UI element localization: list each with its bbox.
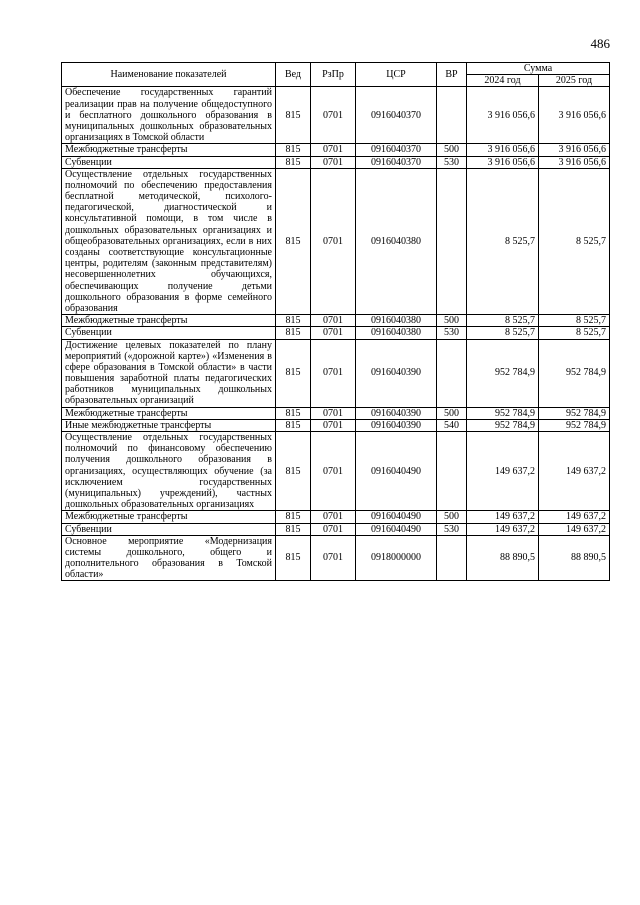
row-csr: 0916040370 xyxy=(356,156,437,168)
row-vr: 530 xyxy=(437,327,467,339)
table-row xyxy=(62,156,610,168)
header-year-2024: 2024 год xyxy=(467,75,539,87)
header-name: Наименование показателей xyxy=(62,63,276,87)
row-name: Межбюджетные трансферты xyxy=(62,511,276,523)
row-csr: 0916040490 xyxy=(356,523,437,535)
row-sum-2024: 88 890,5 xyxy=(467,535,539,581)
row-sum-2025: 952 784,9 xyxy=(539,407,610,419)
page-number: 486 xyxy=(590,36,610,51)
row-rzpr: 0701 xyxy=(311,144,356,156)
row-rzpr: 0701 xyxy=(311,407,356,419)
row-sum-2025: 149 637,2 xyxy=(539,523,610,535)
row-sum-2024: 3 916 056,6 xyxy=(467,156,539,168)
row-sum-2024: 149 637,2 xyxy=(467,511,539,523)
row-rzpr: 0701 xyxy=(311,535,356,581)
row-vr xyxy=(437,339,467,407)
row-sum-2025: 149 637,2 xyxy=(539,432,610,511)
table-row xyxy=(62,144,610,156)
table-row xyxy=(62,315,610,327)
row-ved: 815 xyxy=(276,511,311,523)
row-sum-2025: 3 916 056,6 xyxy=(539,144,610,156)
row-sum-2024: 8 525,7 xyxy=(467,327,539,339)
row-vr: 540 xyxy=(437,419,467,431)
row-ved: 815 xyxy=(276,144,311,156)
row-name: Обеспечение государственных гарантий реализации прав на получение общедоступного и бесплатного дошкольного образования в муниципальных дошкольных образовательных организациях в Томской области xyxy=(62,87,276,144)
row-sum-2024: 149 637,2 xyxy=(467,432,539,511)
budget-table xyxy=(61,62,610,581)
row-sum-2025: 952 784,9 xyxy=(539,419,610,431)
row-csr: 0916040390 xyxy=(356,419,437,431)
row-rzpr: 0701 xyxy=(311,168,356,314)
row-vr xyxy=(437,87,467,144)
table-row xyxy=(62,535,610,581)
row-vr xyxy=(437,432,467,511)
row-name: Межбюджетные трансферты xyxy=(62,144,276,156)
row-vr: 500 xyxy=(437,511,467,523)
row-sum-2025: 952 784,9 xyxy=(539,339,610,407)
table-row xyxy=(62,168,610,314)
row-csr: 0916040380 xyxy=(356,327,437,339)
row-csr: 0916040380 xyxy=(356,315,437,327)
row-name: Иные межбюджетные трансферты xyxy=(62,419,276,431)
row-name: Осуществление отдельных государственных полномочий по обеспечению предоставления бесплатной методической, психолого-педагогической, диагностической и консультативной помощи, в том числе в дошкольных образовательных организациях и общеобразовательных организациях, если в них созданы соответствующие консультационные центры, родителям (законным представителям) несовершеннолетних обучающихся, обеспечивающих получение детьми дошкольного образования в форме семейного образования xyxy=(62,168,276,314)
row-rzpr: 0701 xyxy=(311,432,356,511)
header-csr: ЦСР xyxy=(356,63,437,87)
row-name: Субвенции xyxy=(62,156,276,168)
row-ved: 815 xyxy=(276,535,311,581)
row-name: Субвенции xyxy=(62,327,276,339)
row-ved: 815 xyxy=(276,407,311,419)
row-rzpr: 0701 xyxy=(311,523,356,535)
row-ved: 815 xyxy=(276,432,311,511)
row-name: Достижение целевых показателей по плану мероприятий («дорожной карте») «Изменения в сфере образования в Томской области» в части повышения заработной платы педагогических работников муниципальных дошкольных образовательных организаций xyxy=(62,339,276,407)
table-row xyxy=(62,327,610,339)
row-csr: 0916040370 xyxy=(356,144,437,156)
row-rzpr: 0701 xyxy=(311,511,356,523)
row-vr: 500 xyxy=(437,315,467,327)
row-ved: 815 xyxy=(276,327,311,339)
table-row xyxy=(62,511,610,523)
row-rzpr: 0701 xyxy=(311,87,356,144)
row-sum-2024: 8 525,7 xyxy=(467,168,539,314)
table-row xyxy=(62,432,610,511)
header-ved: Вед xyxy=(276,63,311,87)
row-sum-2024: 149 637,2 xyxy=(467,523,539,535)
row-rzpr: 0701 xyxy=(311,156,356,168)
row-csr: 0916040370 xyxy=(356,87,437,144)
header-year-2025: 2025 год xyxy=(539,75,610,87)
table-row xyxy=(62,339,610,407)
row-sum-2024: 8 525,7 xyxy=(467,315,539,327)
table-row xyxy=(62,407,610,419)
row-ved: 815 xyxy=(276,339,311,407)
header-sum: Сумма xyxy=(467,63,610,75)
row-csr: 0916040490 xyxy=(356,432,437,511)
row-rzpr: 0701 xyxy=(311,327,356,339)
row-sum-2024: 3 916 056,6 xyxy=(467,144,539,156)
table-header xyxy=(62,63,610,87)
row-rzpr: 0701 xyxy=(311,339,356,407)
header-vr: ВР xyxy=(437,63,467,87)
row-ved: 815 xyxy=(276,315,311,327)
row-sum-2025: 8 525,7 xyxy=(539,315,610,327)
row-ved: 815 xyxy=(276,419,311,431)
row-name: Основное мероприятие «Модернизация системы дошкольного, общего и дополнительного образования в Томской области» xyxy=(62,535,276,581)
row-vr xyxy=(437,535,467,581)
header-rzpr: РзПр xyxy=(311,63,356,87)
row-csr: 0916040390 xyxy=(356,339,437,407)
row-ved: 815 xyxy=(276,156,311,168)
row-vr: 500 xyxy=(437,144,467,156)
row-name: Межбюджетные трансферты xyxy=(62,315,276,327)
row-name: Осуществление отдельных государственных полномочий по финансовому обеспечению получения дошкольного образования в организациях, осуществляющих обучение (за исключением государственных (муниципальных) учреждений), частных дошкольных образовательных организациях xyxy=(62,432,276,511)
row-vr: 530 xyxy=(437,156,467,168)
row-sum-2025: 3 916 056,6 xyxy=(539,87,610,144)
row-rzpr: 0701 xyxy=(311,315,356,327)
row-ved: 815 xyxy=(276,168,311,314)
table-row xyxy=(62,87,610,144)
row-vr: 500 xyxy=(437,407,467,419)
row-sum-2025: 8 525,7 xyxy=(539,168,610,314)
row-vr: 530 xyxy=(437,523,467,535)
row-ved: 815 xyxy=(276,523,311,535)
row-csr: 0916040390 xyxy=(356,407,437,419)
row-sum-2024: 952 784,9 xyxy=(467,419,539,431)
row-csr: 0918000000 xyxy=(356,535,437,581)
row-csr: 0916040380 xyxy=(356,168,437,314)
row-sum-2025: 88 890,5 xyxy=(539,535,610,581)
row-sum-2024: 952 784,9 xyxy=(467,339,539,407)
row-name: Межбюджетные трансферты xyxy=(62,407,276,419)
row-sum-2025: 149 637,2 xyxy=(539,511,610,523)
row-rzpr: 0701 xyxy=(311,419,356,431)
row-sum-2025: 8 525,7 xyxy=(539,327,610,339)
row-csr: 0916040490 xyxy=(356,511,437,523)
row-sum-2024: 952 784,9 xyxy=(467,407,539,419)
row-vr xyxy=(437,168,467,314)
table-row xyxy=(62,419,610,431)
row-name: Субвенции xyxy=(62,523,276,535)
row-sum-2024: 3 916 056,6 xyxy=(467,87,539,144)
table-row xyxy=(62,523,610,535)
row-sum-2025: 3 916 056,6 xyxy=(539,156,610,168)
row-ved: 815 xyxy=(276,87,311,144)
